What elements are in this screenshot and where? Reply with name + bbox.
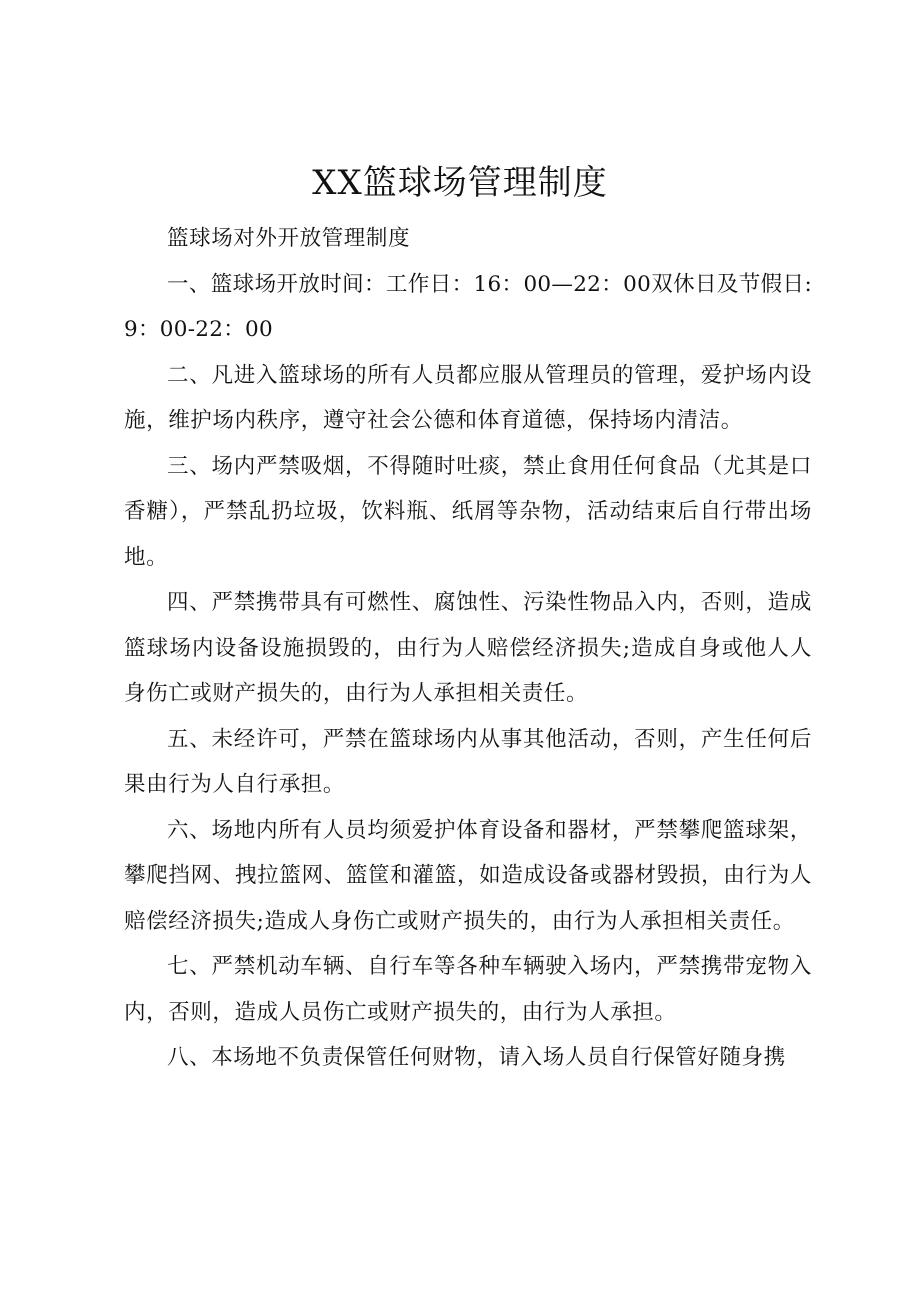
- rule-paragraph-1: 一、篮球场开放时间：工作日：16：00—22：00双休日及节假日:9：00-22：00: [124, 271, 812, 342]
- rule-paragraph-5: 五、未经许可，严禁在篮球场内从事其他活动，否则，产生任何后果由行为人自行承担。: [124, 726, 812, 797]
- rule-paragraph-7: 七、严禁机动车辆、自行车等各种车辆驶入场内，严禁携带宠物入内，否则，造成人员伤亡或财产损失的，由行为人承担。: [124, 954, 812, 1025]
- subtitle-paragraph: 篮球场对外开放管理制度: [167, 226, 411, 251]
- rule-paragraph-6: 六、场地内所有人员均须爱护体育设备和器材，严禁攀爬篮球架，攀爬挡网、拽拉篮网、篮筐和灌篮，如造成设备或器材毁损，由行为人赔偿经济损失;造成人身伤亡或财产损失的，由行为人承担相关责任。: [124, 817, 812, 934]
- rule-paragraph-4: 四、严禁携带具有可燃性、腐蚀性、污染性物品入内，否则，造成篮球场内设备设施损毁的，由行为人赔偿经济损失;造成自身或他人人身伤亡或财产损失的，由行为人承担相关责任。: [124, 590, 812, 706]
- rule-paragraph-2: 二、凡进入篮球场的所有人员都应服从管理员的管理，爱护场内设施，维护场内秩序，遵守社会公德和体育道德，保持场内清洁。: [124, 362, 812, 433]
- rule-paragraph-3: 三、场内严禁吸烟，不得随时吐痰，禁止食用任何食品（尤其是口香糖），严禁乱扔垃圾，饮料瓶、纸屑等杂物，活动结束后自行带出场地。: [124, 453, 812, 570]
- document-title: XX篮球场管理制度: [312, 163, 608, 203]
- rule-paragraph-8: 八、本场地不负责保管任何财物，请入场人员自行保管好随身携: [167, 1045, 786, 1070]
- document-body: [124, 216, 812, 1081]
